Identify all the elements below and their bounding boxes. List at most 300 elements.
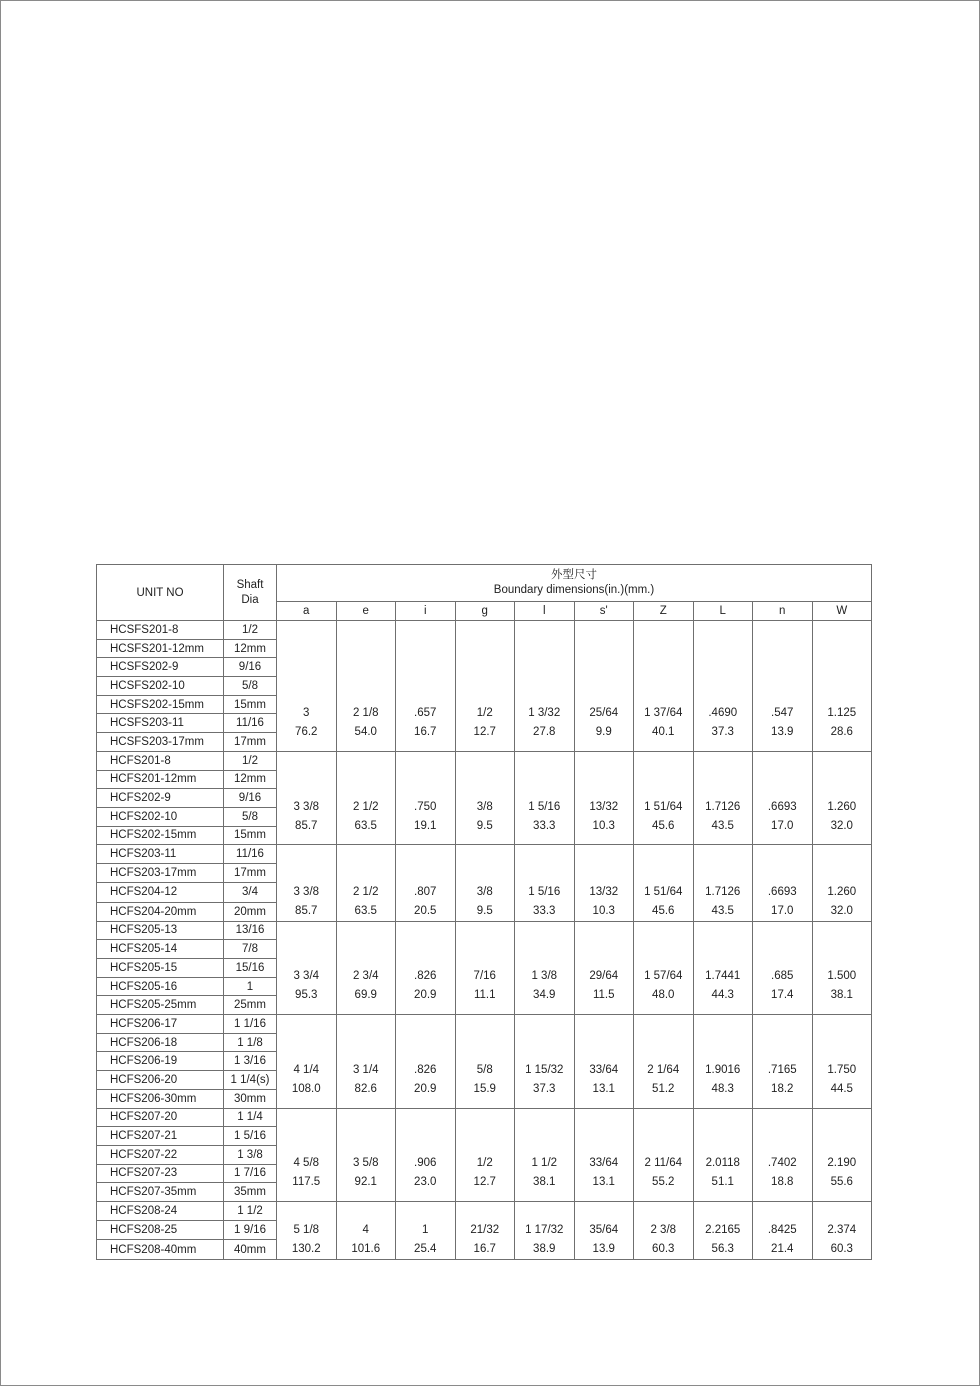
dimension-inch-value: 1 37/64 <box>644 707 683 720</box>
shaft-dia-cell: 1 1/2 <box>224 1201 277 1220</box>
dimension-inch-value: 2 11/64 <box>644 1157 682 1170</box>
dimension-cell-e <box>336 751 396 844</box>
dimension-inch-value: .7402 <box>767 1157 797 1170</box>
dimension-cell-g <box>455 751 515 844</box>
dimension-cell-a <box>277 1201 337 1259</box>
dimension-cell-w <box>812 921 872 1014</box>
dimension-mm-value: 48.3 <box>711 1082 734 1095</box>
dimension-inch-value: 1/2 <box>476 707 493 720</box>
table-row <box>97 1015 872 1034</box>
shaft-dia-cell: 11/16 <box>224 845 277 864</box>
shaft-dia-cell: 12mm <box>224 770 277 789</box>
dimension-cell-i <box>396 621 456 752</box>
dimension-inch-value: .657 <box>414 707 437 720</box>
dimension-inch-value: .826 <box>414 1063 437 1076</box>
dimension-cell-z <box>634 1201 694 1259</box>
dimension-mm-value: 56.3 <box>711 1242 734 1255</box>
dimension-cell-l <box>693 921 753 1014</box>
dimension-mm-value: 63.5 <box>354 819 377 832</box>
dimension-mm-value: 60.3 <box>652 1242 675 1255</box>
dimension-mm-value: 27.8 <box>533 726 556 739</box>
dimension-mm-value: 82.6 <box>354 1082 377 1095</box>
unit-no-cell: HCFS204-20mm <box>97 902 224 921</box>
dimension-inch-value: 33/64 <box>589 1157 619 1170</box>
unit-no-cell: HCFS205-13 <box>97 921 224 940</box>
header-dims-title-cn: 外型尺寸 <box>551 569 597 581</box>
dimension-inch-value: 3 3/4 <box>293 970 320 983</box>
dimension-inch-value: 33/64 <box>589 1063 619 1076</box>
dimension-mm-value: 20.5 <box>414 904 437 917</box>
shaft-dia-cell: 1 9/16 <box>224 1221 277 1240</box>
shaft-dia-cell: 1 5/16 <box>224 1127 277 1146</box>
dimension-mm-value: 38.1 <box>533 1176 556 1189</box>
shaft-dia-cell: 17mm <box>224 864 277 883</box>
dimension-cell-z <box>634 1015 694 1108</box>
shaft-dia-cell: 9/16 <box>224 789 277 808</box>
dimension-inch-value: 3 3/8 <box>293 800 320 813</box>
shaft-dia-cell: 1 1/4(s) <box>224 1071 277 1090</box>
dimension-inch-value: 3 <box>303 707 310 720</box>
header-dim-4: g <box>455 602 515 621</box>
dimension-cell-s-prime <box>574 921 634 1014</box>
dimension-mm-value: 16.7 <box>414 726 437 739</box>
dimension-cell-i <box>396 751 456 844</box>
dimension-inch-value: 25/64 <box>589 707 619 720</box>
header-dim-8: L <box>693 602 753 621</box>
unit-no-cell: HCFS203-17mm <box>97 864 224 883</box>
dimension-inch-value: 1.7126 <box>705 800 741 813</box>
header-dia-label: Dia <box>241 593 259 606</box>
dimension-inch-value: 3 5/8 <box>352 1157 379 1170</box>
table-row <box>97 845 872 864</box>
dimension-mm-value: 32.0 <box>830 904 853 917</box>
unit-no-cell: HCSFS203-17mm <box>97 733 224 752</box>
dimension-cell-s-prime <box>574 1201 634 1259</box>
dimension-inch-value: 7/16 <box>473 970 496 983</box>
table-row <box>97 1201 872 1220</box>
dimension-mm-value: 38.1 <box>830 989 853 1002</box>
dimension-cell-n <box>753 921 813 1014</box>
dimension-cell-a <box>277 1108 337 1201</box>
dimension-mm-value: 17.0 <box>771 819 794 832</box>
dimension-inch-value: 29/64 <box>589 970 619 983</box>
unit-no-cell: HCFS208-25 <box>97 1221 224 1240</box>
shaft-dia-cell: 15mm <box>224 695 277 714</box>
header-dim-7: Z <box>634 602 694 621</box>
dimension-mm-value: 76.2 <box>295 726 318 739</box>
dimension-mm-value: 16.7 <box>473 1242 496 1255</box>
dimension-inch-value: 2 1/8 <box>352 707 379 720</box>
dimension-mm-value: 18.2 <box>771 1082 794 1095</box>
unit-no-cell: HCSFS202-15mm <box>97 695 224 714</box>
shaft-dia-cell: 15/16 <box>224 959 277 978</box>
shaft-dia-cell: 1/2 <box>224 621 277 640</box>
dimension-cell-w <box>812 1015 872 1108</box>
dimension-cell-w <box>812 1201 872 1259</box>
dimension-mm-value: 45.6 <box>652 819 675 832</box>
unit-no-cell: HCSFS202-9 <box>97 658 224 677</box>
dimension-inch-value: 21/32 <box>470 1223 500 1236</box>
header-dim-5: l <box>515 602 575 621</box>
unit-no-cell: HCSFS202-10 <box>97 677 224 696</box>
dimension-mm-value: 95.3 <box>295 989 318 1002</box>
dimension-cell-e <box>336 1201 396 1259</box>
shaft-dia-cell: 13/16 <box>224 921 277 940</box>
dimension-cell-l <box>515 1108 575 1201</box>
header-dim-9: n <box>753 602 813 621</box>
dimension-mm-value: 33.3 <box>533 819 556 832</box>
dimension-inch-value: 13/32 <box>589 800 619 813</box>
dimension-mm-value: 13.9 <box>592 1242 615 1255</box>
dimension-mm-value: 40.1 <box>652 726 675 739</box>
dimension-cell-w <box>812 621 872 752</box>
shaft-dia-cell: 20mm <box>224 902 277 921</box>
dimension-cell-l <box>693 1015 753 1108</box>
dimension-cell-g <box>455 921 515 1014</box>
dimension-mm-value: 21.4 <box>771 1242 794 1255</box>
dimension-cell-z <box>634 845 694 921</box>
dimension-cell-w <box>812 845 872 921</box>
dimension-cell-l <box>515 751 575 844</box>
dimension-mm-value: 92.1 <box>354 1176 377 1189</box>
dimension-inch-value: 1.750 <box>827 1063 857 1076</box>
dimension-inch-value: 1 3/32 <box>528 707 561 720</box>
dimension-mm-value: 10.3 <box>592 819 615 832</box>
table-row <box>97 751 872 770</box>
dimension-cell-s-prime <box>574 1015 634 1108</box>
dimension-inch-value: .826 <box>414 970 437 983</box>
boundary-dimensions-table <box>96 564 872 1260</box>
unit-no-cell: HCFS202-9 <box>97 789 224 808</box>
unit-no-cell: HCFS207-20 <box>97 1108 224 1127</box>
shaft-dia-cell: 5/8 <box>224 807 277 826</box>
dimension-cell-l <box>515 621 575 752</box>
dimension-mm-value: 44.3 <box>711 989 734 1002</box>
dimension-inch-value: 1.9016 <box>705 1063 741 1076</box>
header-unit-no: UNIT NO <box>97 565 224 621</box>
dimension-mm-value: 10.3 <box>592 904 615 917</box>
table-row <box>97 921 872 940</box>
dimension-inch-value: .6693 <box>767 885 797 898</box>
dimension-cell-n <box>753 845 813 921</box>
dimension-cell-w <box>812 1108 872 1201</box>
dimension-cell-g <box>455 621 515 752</box>
dimension-inch-value: 1 1/2 <box>531 1157 558 1170</box>
dimension-cell-l <box>693 1201 753 1259</box>
dimension-inch-value: 2 1/64 <box>647 1063 680 1076</box>
dimension-inch-value: 1.125 <box>827 707 857 720</box>
dimension-mm-value: 28.6 <box>830 726 853 739</box>
dimension-mm-value: 11.5 <box>592 989 615 1002</box>
dimension-mm-value: 20.9 <box>414 1082 437 1095</box>
unit-no-cell: HCFS201-12mm <box>97 770 224 789</box>
dimension-mm-value: 85.7 <box>295 904 318 917</box>
dimension-mm-value: 38.9 <box>533 1242 556 1255</box>
dimension-mm-value: 17.4 <box>771 989 794 1002</box>
dimension-cell-a <box>277 921 337 1014</box>
dimension-cell-e <box>336 845 396 921</box>
dimension-inch-value: 35/64 <box>589 1223 619 1236</box>
shaft-dia-cell: 9/16 <box>224 658 277 677</box>
unit-no-cell: HCSFS203-11 <box>97 714 224 733</box>
dimension-cell-w <box>812 751 872 844</box>
dimension-cell-l <box>693 1108 753 1201</box>
dimension-mm-value: 18.8 <box>771 1176 794 1189</box>
dimension-mm-value: 51.1 <box>711 1176 734 1189</box>
dimension-cell-l <box>515 921 575 1014</box>
shaft-dia-cell: 1 3/16 <box>224 1052 277 1071</box>
dimension-cell-s-prime <box>574 621 634 752</box>
unit-no-cell: HCFS207-22 <box>97 1145 224 1164</box>
shaft-dia-cell: 1 1/8 <box>224 1033 277 1052</box>
shaft-dia-cell: 30mm <box>224 1089 277 1108</box>
header-shaft-label: Shaft <box>236 578 264 591</box>
dimension-mm-value: 45.6 <box>652 904 675 917</box>
dimension-mm-value: 32.0 <box>830 819 853 832</box>
dimension-inch-value: 4 5/8 <box>293 1157 320 1170</box>
shaft-dia-cell: 1 1/16 <box>224 1015 277 1034</box>
dimension-mm-value: 37.3 <box>533 1082 556 1095</box>
dimension-inch-value: 4 1/4 <box>293 1063 320 1076</box>
dimension-inch-value: .8425 <box>767 1223 797 1236</box>
dimension-inch-value: 3/8 <box>476 800 493 813</box>
dimension-cell-e <box>336 1015 396 1108</box>
dimension-mm-value: 9.5 <box>476 819 493 832</box>
shaft-dia-cell: 1 <box>224 977 277 996</box>
dimension-inch-value: 2.374 <box>827 1223 857 1236</box>
unit-no-cell: HCFS204-12 <box>97 883 224 902</box>
dimension-mm-value: 34.9 <box>533 989 556 1002</box>
dimension-inch-value: 1 5/16 <box>528 885 561 898</box>
unit-no-cell: HCFS206-18 <box>97 1033 224 1052</box>
dimension-cell-l <box>693 751 753 844</box>
dimension-cell-l <box>515 1015 575 1108</box>
dimension-mm-value: 130.2 <box>291 1242 321 1255</box>
dimension-mm-value: 15.9 <box>473 1082 496 1095</box>
dimension-mm-value: 63.5 <box>354 904 377 917</box>
dimension-inch-value: 1.7441 <box>705 970 741 983</box>
unit-no-cell: HCFS202-10 <box>97 807 224 826</box>
dimension-cell-e <box>336 1108 396 1201</box>
dimension-cell-s-prime <box>574 751 634 844</box>
dimension-mm-value: 13.1 <box>592 1176 615 1189</box>
dimension-inch-value: 5/8 <box>476 1063 493 1076</box>
shaft-dia-cell: 40mm <box>224 1240 277 1259</box>
dimension-inch-value: 3 3/8 <box>293 885 320 898</box>
dimension-inch-value: .6693 <box>767 800 797 813</box>
dimension-cell-l <box>693 845 753 921</box>
shaft-dia-cell: 17mm <box>224 733 277 752</box>
dimension-inch-value: 1.7126 <box>705 885 741 898</box>
dimension-cell-l <box>693 621 753 752</box>
dimension-inch-value: 13/32 <box>589 885 619 898</box>
dimension-inch-value: 3/8 <box>476 885 493 898</box>
dimension-mm-value: 43.5 <box>711 904 734 917</box>
dimension-cell-i <box>396 1108 456 1201</box>
shaft-dia-cell: 3/4 <box>224 883 277 902</box>
dimension-mm-value: 108.0 <box>291 1082 321 1095</box>
header-dim-2: e <box>336 602 396 621</box>
dimension-mm-value: 12.7 <box>473 726 496 739</box>
dimension-cell-a <box>277 621 337 752</box>
dimension-cell-n <box>753 1201 813 1259</box>
shaft-dia-cell: 11/16 <box>224 714 277 733</box>
dimension-mm-value: 12.7 <box>473 1176 496 1189</box>
dimension-cell-a <box>277 845 337 921</box>
dimension-inch-value: 2 1/2 <box>352 800 379 813</box>
dimension-inch-value: 1 51/64 <box>644 800 683 813</box>
dimension-inch-value: 2.190 <box>827 1157 857 1170</box>
dimension-mm-value: 51.2 <box>652 1082 675 1095</box>
header-dim-3: i <box>396 602 456 621</box>
dimension-cell-s-prime <box>574 845 634 921</box>
dimension-cell-i <box>396 921 456 1014</box>
dimension-cell-n <box>753 1015 813 1108</box>
dimension-inch-value: 5 1/8 <box>293 1223 320 1236</box>
unit-no-cell: HCFS207-23 <box>97 1164 224 1183</box>
dimension-mm-value: 19.1 <box>414 819 437 832</box>
dimension-mm-value: 13.1 <box>592 1082 615 1095</box>
dimension-mm-value: 54.0 <box>354 726 377 739</box>
dimension-inch-value: 1.260 <box>827 800 857 813</box>
shaft-dia-cell: 15mm <box>224 826 277 845</box>
dimension-cell-e <box>336 621 396 752</box>
dimension-inch-value: 1.500 <box>827 970 857 983</box>
header-dims-title-en: Boundary dimensions(in.)(mm.) <box>493 584 655 596</box>
unit-no-cell: HCFS208-40mm <box>97 1240 224 1259</box>
dimension-mm-value: 43.5 <box>711 819 734 832</box>
unit-no-cell: HCFS205-15 <box>97 959 224 978</box>
dimension-mm-value: 101.6 <box>351 1242 381 1255</box>
dimension-cell-z <box>634 751 694 844</box>
dimension-inch-value: 1/2 <box>476 1157 493 1170</box>
dimension-inch-value: 2.2165 <box>705 1223 741 1236</box>
dimension-cell-l <box>515 1201 575 1259</box>
unit-no-cell: HCFS206-19 <box>97 1052 224 1071</box>
dimension-cell-a <box>277 1015 337 1108</box>
dimension-mm-value: 55.6 <box>830 1176 853 1189</box>
dimension-inch-value: 4 <box>362 1223 369 1236</box>
dimension-mm-value: 37.3 <box>711 726 734 739</box>
dimension-cell-g <box>455 845 515 921</box>
unit-no-cell: HCFS207-35mm <box>97 1183 224 1202</box>
dimension-inch-value: 1 3/8 <box>531 970 558 983</box>
dimension-cell-l <box>515 845 575 921</box>
dimension-inch-value: 1 51/64 <box>644 885 683 898</box>
dimension-mm-value: 25.4 <box>414 1242 437 1255</box>
dimension-inch-value: 2 3/4 <box>352 970 379 983</box>
shaft-dia-cell: 12mm <box>224 639 277 658</box>
dimension-mm-value: 48.0 <box>652 989 675 1002</box>
table-row <box>97 621 872 640</box>
unit-no-cell: HCFS203-11 <box>97 845 224 864</box>
dimension-mm-value: 9.5 <box>476 904 493 917</box>
dimension-mm-value: 60.3 <box>830 1242 853 1255</box>
dimension-cell-n <box>753 621 813 752</box>
dimension-cell-g <box>455 1201 515 1259</box>
dimension-mm-value: 13.9 <box>771 726 794 739</box>
header-dim-6: s' <box>574 602 634 621</box>
dimension-cell-s-prime <box>574 1108 634 1201</box>
unit-no-cell: HCFS205-14 <box>97 940 224 959</box>
shaft-dia-cell: 5/8 <box>224 677 277 696</box>
dimension-cell-g <box>455 1108 515 1201</box>
dimension-inch-value: 1 <box>422 1223 429 1236</box>
dimension-mm-value: 11.1 <box>473 989 496 1002</box>
dimension-inch-value: 1.260 <box>827 885 857 898</box>
header-shaft-dia <box>224 565 277 621</box>
dimension-mm-value: 117.5 <box>292 1176 321 1189</box>
dimension-cell-z <box>634 921 694 1014</box>
dimension-inch-value: .685 <box>771 970 794 983</box>
dimension-inch-value: 1 57/64 <box>644 970 683 983</box>
dimension-cell-n <box>753 1108 813 1201</box>
header-dim-1: a <box>277 602 337 621</box>
header-boundary-dimensions <box>277 565 872 602</box>
dimension-cell-i <box>396 1015 456 1108</box>
dimension-cell-n <box>753 751 813 844</box>
dimension-cell-a <box>277 751 337 844</box>
dimension-inch-value: 2.0118 <box>705 1157 740 1170</box>
dimension-inch-value: 1 17/32 <box>525 1223 564 1236</box>
dimension-mm-value: 23.0 <box>414 1176 437 1189</box>
header-dim-10: W <box>812 602 872 621</box>
dimension-mm-value: 44.5 <box>830 1082 853 1095</box>
unit-no-cell: HCFS201-8 <box>97 751 224 770</box>
dimension-cell-e <box>336 921 396 1014</box>
shaft-dia-cell: 35mm <box>224 1183 277 1202</box>
table-row <box>97 1108 872 1127</box>
dimension-cell-z <box>634 1108 694 1201</box>
dimension-mm-value: 33.3 <box>533 904 556 917</box>
dimension-inch-value: .547 <box>771 707 794 720</box>
shaft-dia-cell: 1 1/4 <box>224 1108 277 1127</box>
dimension-inch-value: 1 5/16 <box>528 800 561 813</box>
unit-no-cell: HCFS205-25mm <box>97 996 224 1015</box>
dimension-mm-value: 17.0 <box>771 904 794 917</box>
shaft-dia-cell: 25mm <box>224 996 277 1015</box>
dimension-mm-value: 69.9 <box>354 989 377 1002</box>
dimension-inch-value: 2 1/2 <box>352 885 379 898</box>
dimension-inch-value: 3 1/4 <box>352 1063 379 1076</box>
shaft-dia-cell: 7/8 <box>224 940 277 959</box>
dimension-cell-i <box>396 1201 456 1259</box>
unit-no-cell: HCSFS201-12mm <box>97 639 224 658</box>
shaft-dia-cell: 1/2 <box>224 751 277 770</box>
unit-no-cell: HCFS206-17 <box>97 1015 224 1034</box>
dimension-inch-value: 1 15/32 <box>525 1063 564 1076</box>
unit-no-cell: HCFS206-20 <box>97 1071 224 1090</box>
dimension-inch-value: .807 <box>414 885 437 898</box>
unit-no-cell: HCFS202-15mm <box>97 826 224 845</box>
dimension-mm-value: 55.2 <box>652 1176 675 1189</box>
unit-no-cell: HCFS207-21 <box>97 1127 224 1146</box>
unit-no-cell: HCSFS201-8 <box>97 621 224 640</box>
dimension-cell-i <box>396 845 456 921</box>
shaft-dia-cell: 1 7/16 <box>224 1164 277 1183</box>
dimension-inch-value: .906 <box>414 1157 437 1170</box>
dimension-mm-value: 9.9 <box>595 726 612 739</box>
dimension-inch-value: .750 <box>414 800 437 813</box>
unit-no-cell: HCFS205-16 <box>97 977 224 996</box>
dimension-inch-value: .4690 <box>708 707 738 720</box>
shaft-dia-cell: 1 3/8 <box>224 1145 277 1164</box>
dimension-mm-value: 20.9 <box>414 989 437 1002</box>
dimension-inch-value: .7165 <box>767 1063 797 1076</box>
dimension-inch-value: 2 3/8 <box>650 1223 677 1236</box>
unit-no-cell: HCFS206-30mm <box>97 1089 224 1108</box>
dimension-mm-value: 85.7 <box>295 819 318 832</box>
